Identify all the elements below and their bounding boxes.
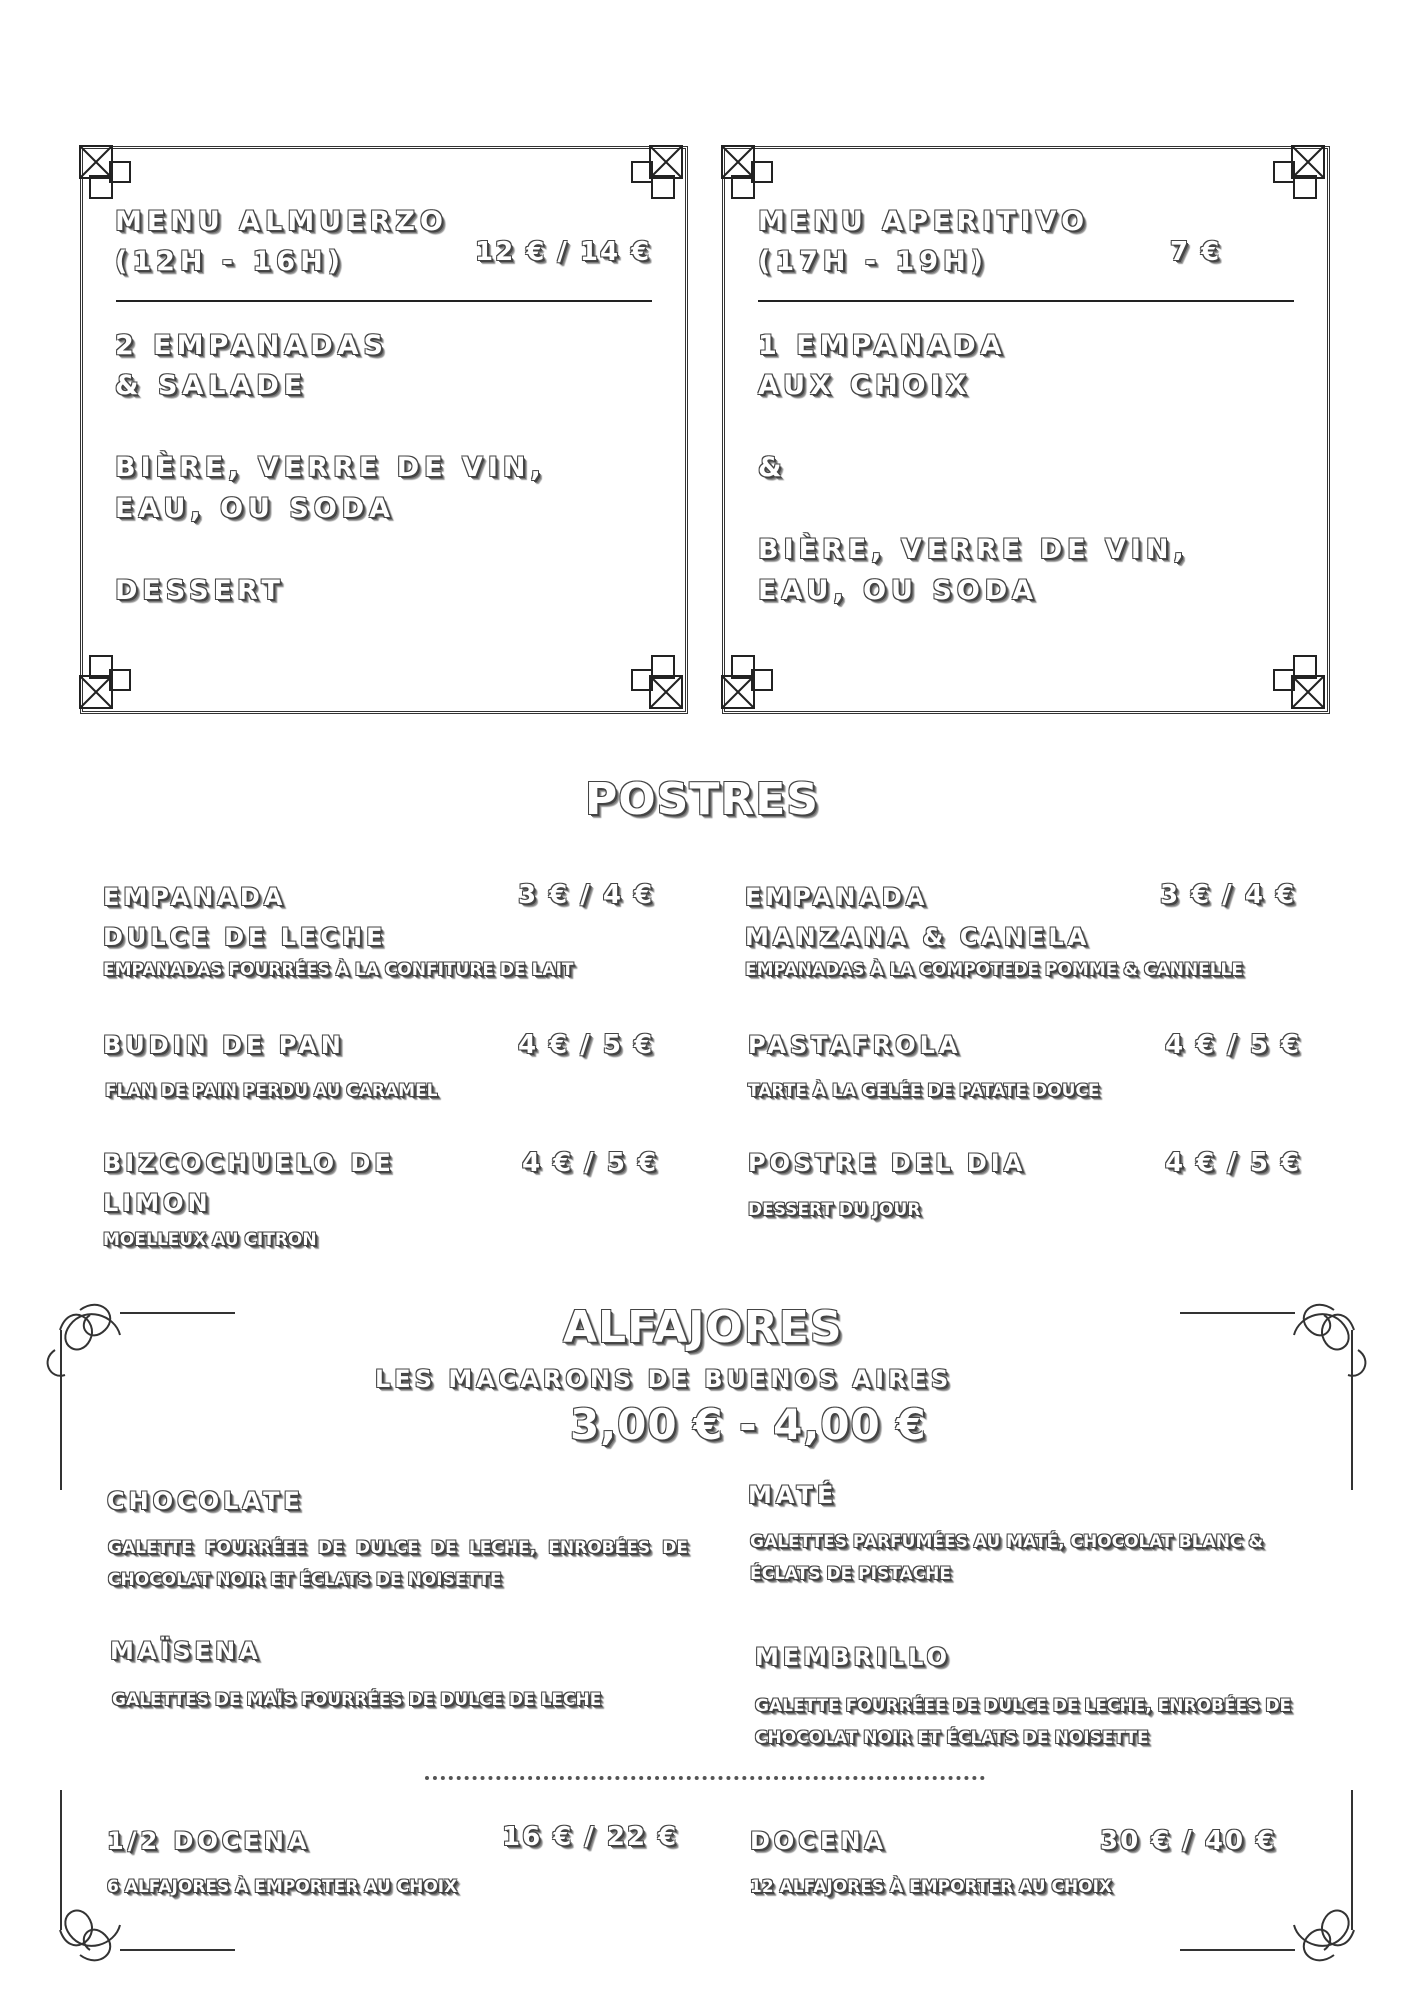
aperitivo-hours: (17H - 19H) — [758, 246, 989, 277]
postre-name: EMPANADA — [745, 883, 929, 911]
almuerzo-line: DESSERT — [115, 575, 285, 606]
postre-name-line2: LIMON — [103, 1189, 212, 1217]
almuerzo-price: 12 € / 14 € — [475, 237, 652, 267]
aperitivo-line: 1 EMPANADA — [758, 330, 1007, 361]
postre-price: 4 € / 5 € — [518, 1030, 655, 1060]
postre-price: 4 € / 5 € — [1165, 1148, 1302, 1178]
aperitivo-price: 7 € — [1170, 237, 1222, 267]
almuerzo-line: 2 EMPANADAS — [115, 330, 388, 361]
alfajor-desc: GALETTE FOURRÉEE DE DULCE DE LECHE, ENROBÉES DE CHOCOLAT NOIR ET ÉCLATS DE NOISETTE — [108, 1538, 688, 1590]
almuerzo-title: MENU ALMUERZO — [115, 206, 448, 237]
alfajor-name: MEMBRILLO — [755, 1643, 951, 1671]
alfajores-subtitle: LES MACARONS DE BUENOS AIRES — [375, 1365, 953, 1393]
postre-desc: MOELLEUX AU CITRON — [103, 1230, 317, 1250]
aperitivo-line: & — [758, 452, 787, 483]
postre-price: 3 € / 4 € — [518, 880, 655, 910]
postre-desc: EMPANADAS À LA COMPOTEDE POMME & CANNELLE — [745, 960, 1243, 980]
almuerzo-line: BIÈRE, VERRE DE VIN, — [115, 452, 546, 483]
pack-price: 16 € / 22 € — [502, 1822, 679, 1852]
dotted-divider — [425, 1776, 985, 1780]
pack-price: 30 € / 40 € — [1100, 1826, 1277, 1856]
aperitivo-line: AUX CHOIX — [758, 370, 972, 401]
alfajores-title: ALFAJORES — [563, 1302, 843, 1353]
alfajor-desc: GALETTES PARFUMÉES AU MATÉ, CHOCOLAT BLANC & ÉCLATS DE PISTACHE — [750, 1532, 1264, 1584]
almuerzo-line: EAU, OU SODA — [115, 493, 396, 524]
postre-desc: TARTE À LA GELÉE DE PATATE DOUCE — [748, 1081, 1100, 1101]
alfajor-desc: GALETTE FOURRÉEE DE DULCE DE LECHE, ENROBÉES DE CHOCOLAT NOIR ET ÉCLATS DE NOISETTE — [755, 1696, 1292, 1748]
postre-price: 4 € / 5 € — [522, 1148, 659, 1178]
postre-name-line2: DULCE DE LECHE — [103, 923, 387, 951]
pack-desc: 12 ALFAJORES À EMPORTER AU CHOIX — [750, 1877, 1113, 1897]
aperitivo-line: BIÈRE, VERRE DE VIN, — [758, 534, 1189, 565]
postre-desc: EMPANADAS FOURRÉES À LA CONFITURE DE LAIT — [103, 960, 574, 980]
postre-name-line2: MANZANA & CANELA — [745, 923, 1091, 951]
alfajor-name: CHOCOLATE — [107, 1487, 304, 1515]
pack-name: 1/2 DOCENA — [107, 1827, 311, 1855]
pack-desc: 6 ALFAJORES À EMPORTER AU CHOIX — [107, 1877, 458, 1897]
alfajor-name: MAÏSENA — [110, 1637, 262, 1665]
postres-title: POSTRES — [585, 774, 819, 825]
postre-desc: DESSERT DU JOUR — [748, 1200, 921, 1220]
alfajor-desc: GALETTES DE MAÏS FOURRÉES DE DULCE DE LECHE — [112, 1690, 602, 1710]
postre-name: BIZCOCHUELO DE — [103, 1149, 395, 1177]
alfajor-name: MATÉ — [748, 1481, 838, 1509]
aperitivo-title: MENU APERITIVO — [758, 206, 1090, 237]
pack-name: DOCENA — [750, 1827, 887, 1855]
almuerzo-hours: (12H - 16H) — [115, 246, 346, 277]
postre-name: BUDIN DE PAN — [103, 1031, 345, 1059]
almuerzo-line: & SALADE — [115, 370, 308, 401]
postre-price: 4 € / 5 € — [1165, 1030, 1302, 1060]
postre-desc: FLAN DE PAIN PERDU AU CARAMEL — [105, 1081, 438, 1101]
postre-name: PASTAFROLA — [748, 1031, 962, 1059]
postre-name: EMPANADA — [103, 883, 287, 911]
postre-price: 3 € / 4 € — [1160, 880, 1297, 910]
aperitivo-line: EAU, OU SODA — [758, 575, 1039, 606]
postre-name: POSTRE DEL DIA — [748, 1149, 1027, 1177]
alfajores-price: 3,00 € - 4,00 € — [570, 1400, 927, 1449]
